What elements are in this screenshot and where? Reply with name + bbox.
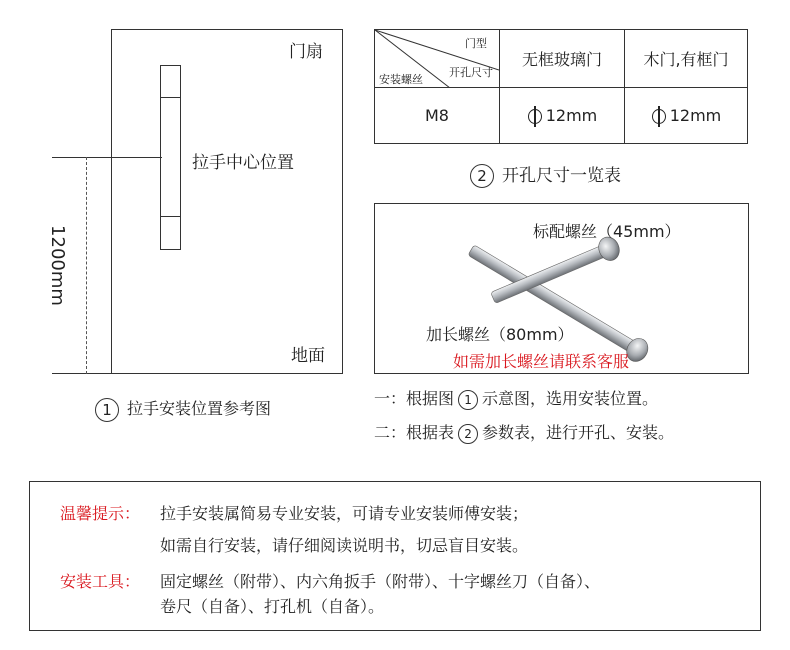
caption-number-2: 2 (470, 164, 494, 188)
long-screw-label: 加长螺丝（80mm） (426, 325, 574, 344)
floor-line (52, 373, 343, 374)
door-label: 门扇 (289, 42, 323, 62)
header-hole-size: 开孔尺寸 (449, 66, 493, 79)
floor-label: 地面 (291, 346, 325, 366)
long-screw (465, 240, 652, 366)
header-frameless-glass: 无框玻璃门 (500, 30, 625, 88)
door-caption (95, 396, 271, 422)
cell-screw-m8: M8 (375, 88, 500, 144)
header-door-type: 门型 (465, 37, 487, 50)
tools-label: 安装工具： (60, 572, 141, 591)
handle-divider-top (160, 97, 181, 98)
tools-line-1: 固定螺丝（附带）、内六角扳手（附带）、十字螺丝刀（自备）、 (160, 572, 601, 591)
handle-center-label: 拉手中心位置 (192, 153, 294, 173)
screw-photo-frame (374, 203, 749, 374)
tools-line-2: 卷尺（自备）、打孔机（自备）。 (160, 597, 385, 616)
height-label: 1200mm (46, 225, 68, 306)
door-caption-text: 拉手安装位置参考图 (127, 399, 272, 418)
handle-bar (160, 65, 181, 250)
cell-hole-2-value: 12mm (669, 105, 722, 125)
diameter-icon (651, 107, 667, 125)
instruction-1-number: 1 (458, 390, 478, 410)
handle-center-line (52, 157, 162, 158)
tip-label: 温馨提示： (60, 504, 141, 523)
instruction-2-b: 参数表，进行开孔、安装。 (482, 423, 675, 442)
table-caption-text: 开孔尺寸一览表 (502, 166, 621, 186)
cell-hole-1-value: 12mm (545, 105, 598, 125)
instruction-2-prefix: 二： (374, 423, 407, 442)
notice-box (29, 481, 761, 631)
header-screw: 安装螺丝 (379, 73, 423, 86)
instruction-2-a: 根据表 (406, 423, 455, 442)
tip-line-1: 拉手安装属简易专业安装，可请专业安装师傅安装； (160, 504, 529, 523)
hole-size-table (374, 29, 748, 144)
diameter-icon (527, 107, 543, 125)
cell-hole-2 (625, 88, 748, 144)
instruction-2-number: 2 (458, 424, 478, 444)
table-caption (470, 161, 621, 188)
dimension-line (86, 157, 87, 374)
table-header-diagonal (375, 30, 500, 88)
caption-number-1: 1 (95, 398, 119, 422)
standard-screw-label: 标配螺丝（45mm） (533, 222, 681, 241)
instruction-line-2 (374, 420, 674, 444)
cell-hole-1 (500, 88, 625, 144)
door-outline (111, 29, 343, 374)
instruction-1-prefix: 一： (374, 389, 407, 408)
header-wood-framed: 木门,有框门 (625, 30, 748, 88)
instruction-line-1 (374, 386, 658, 410)
contact-service-label: 如需加长螺丝请联系客服 (453, 352, 630, 371)
handle-divider-bottom (160, 216, 181, 217)
tip-line-2: 如需自行安装，请仔细阅读说明书，切忌盲目安装。 (160, 536, 529, 555)
instruction-1-a: 根据图 (406, 389, 455, 408)
instruction-1-b: 示意图，选用安装位置。 (482, 389, 659, 408)
